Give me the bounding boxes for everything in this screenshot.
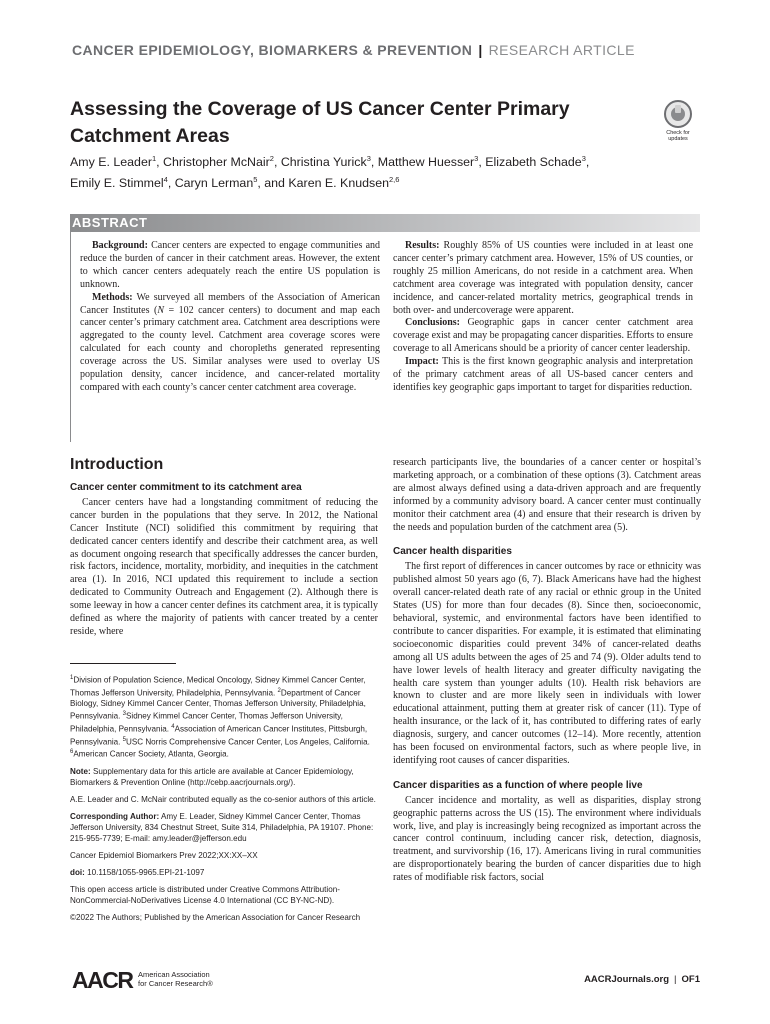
license-note: This open access article is distributed under Creative Commons Attribution-NonCommercial-NoDerivatives License 4.0 International (CC BY-NC-ND). bbox=[70, 885, 340, 906]
body-left-column bbox=[70, 456, 378, 639]
introduction-heading: Introduction bbox=[70, 456, 164, 473]
intro-paragraph-1-continued: research participants live, the boundaries of a cancer center or hospital’s marketing approach, or a combination of these options (3). Catchment areas are almost always defined using a data-driven approach and are frequently informed by a community advisory board. A cancer center must continually monitor their catchment area (4) and ensure that their research is driven by the needs and population burden of the catchment area (5). bbox=[393, 457, 701, 533]
check-for-updates-badge[interactable] bbox=[658, 100, 698, 144]
author[interactable]: Karen E. Knudsen$^{2,6}$ bbox=[288, 175, 400, 191]
aacr-logo bbox=[72, 968, 222, 992]
intro-paragraph-3: Cancer incidence and mortality, as well as disparities, display strong geographic patterns across the US (15). The environment where individuals work, live, and play is increasingly being recognized as important across the cancer control continuum, including cancer risk, detection, diagnosis, treatment, and survivorship (16, 17). Americans living in rural communities are disproportionately bearing the burden of cancer disparities due to high rates of modifiable risk factors, social bbox=[393, 794, 701, 884]
header-separator: | bbox=[478, 42, 483, 58]
abstract-left-column bbox=[80, 240, 380, 395]
supplementary-note: Note: Supplementary data for this article are available at Cancer Epidemiology, Biomarkers & Prevention Online (http://cebp.aacrjournals.org/). bbox=[70, 767, 354, 788]
co-senior-note: A.E. Leader and C. McNair contributed equally as the co-senior authors of this article. bbox=[70, 795, 376, 805]
subheading-disparities-location: Cancer disparities as a function of where people live bbox=[393, 779, 643, 791]
body-right-column bbox=[393, 457, 701, 885]
subheading-health-disparities: Cancer health disparities bbox=[393, 546, 512, 558]
page-number: OF1 bbox=[681, 974, 700, 985]
badge-line-1: Check for bbox=[666, 130, 690, 136]
author[interactable]: Christopher McNair$^2$ bbox=[163, 154, 274, 170]
subheading-catchment-commitment: Cancer center commitment to its catchment area bbox=[70, 482, 302, 493]
intro-paragraph-1: Cancer centers have had a longstanding commitment of reducing the cancer burden in the populations that they serve. In 2012, the National Cancer Institute (NCI) solidified this commitment by requiring that dedicated cancer centers identify and describe their catchment area, as well as document ongoing research that specifically addresses the cancer burden, risk factors, incidence, mortality, morbidity, and inequities in the catchment area (1). In 2016, NCI updated this requirement to include a section dedicated to Community Outreach and Engagement (2). Although there is some leeway in how a cancer center defines its catchment area, it is typically defined as where the majority of patients with cancer treated by a center reside, where bbox=[70, 496, 378, 637]
journal-header bbox=[72, 42, 712, 58]
abstract-background: Background: Cancer centers are expected to engage communities and reduce the burden of cancer in their catchment areas. However, the extent to which cancer centers adequately reach the entire US population is unknown. bbox=[80, 240, 381, 290]
title-line-1: Assessing the Coverage of US Cancer Center Primary bbox=[70, 98, 570, 120]
abstract-right-column bbox=[393, 240, 693, 395]
footnotes bbox=[70, 673, 378, 929]
aacr-logo-mark: AACR bbox=[72, 967, 133, 993]
journal-site-link[interactable]: AACRJournals.org bbox=[584, 974, 670, 985]
aacr-logo-text: American Association for Cancer Research® bbox=[138, 970, 213, 988]
abstract-heading: ABSTRACT bbox=[72, 215, 148, 230]
badge-line-2: updates bbox=[668, 136, 688, 142]
doi[interactable]: doi: 10.1158/1055-9965.EPI-21-1097 bbox=[70, 868, 205, 878]
journal-name: CANCER EPIDEMIOLOGY, BIOMARKERS & PREVENTION bbox=[72, 42, 473, 58]
author[interactable]: Matthew Huesser$^3$ bbox=[377, 154, 479, 170]
footer-separator: | bbox=[674, 974, 677, 985]
check-for-updates-icon bbox=[664, 100, 692, 128]
affiliations: $^1$Division of Population Science, Medical Oncology, Sidney Kimmel Cancer Center, Thomas Jefferson University, Philadelphia, Pennsylvania. $^2$Department of Cancer Biology, Sidney Kimmel Cancer Center, Thomas Jefferson University, Philadelphia, Pennsylvania. $^3$Sidney Kimmel Cancer Center, Thomas Jefferson University, Philadelphia, Pennsylvania. $^4$Association of American Cancer Institutes, Pittsburgh, Pennsylvania. $^5$USC Norris Comprehensive Cancer Center, Los Angeles, California. $^6$American Cancer Society, Atlanta, Georgia. bbox=[70, 675, 370, 760]
abstract-impact: Impact: This is the first known geographic analysis and interpretation of the primary catchment areas of all US-based cancer centers and identifies key geographic gaps important to target for disparities reduction. bbox=[393, 356, 693, 393]
copyright: ©2022 The Authors; Published by the American Association for Cancer Research bbox=[70, 913, 361, 923]
footnote-rule bbox=[70, 663, 176, 664]
title-line-2: Catchment Areas bbox=[70, 125, 230, 147]
author[interactable]: Amy E. Leader$^1$ bbox=[70, 154, 157, 170]
abstract-methods: Methods: We surveyed all members of the Association of American Cancer Institutes (N = 102 cancer centers) to document and map each cancer center’s primary catchment area. Catchment area descriptions were aggregated to the county level. Catchment area coverage scores were calculated for each county and choropleths generated representing coverage across the US. Similar analyses were used to overlay US population density, cancer incidence, and cancer-related mortality compared with each county’s cancer center catchment area coverage. bbox=[80, 291, 380, 393]
article-title bbox=[70, 96, 630, 150]
citation: Cancer Epidemiol Biomarkers Prev 2022;XX:XX–XX bbox=[70, 851, 258, 861]
abstract-results: Results: Roughly 85% of US counties were included in at least one cancer center’s primary catchment area. However, 15% of US counties, or roughly 25 million Americans, do not reside in a catchment area. When catchment area coverage was integrated with population density, cancer incidence, and cancer-related mortality metrics, geographical trends in both over- and undercoverage were apparent. bbox=[393, 240, 694, 316]
abstract-heading-bar bbox=[70, 214, 700, 232]
intro-paragraph-2: The first report of differences in cancer outcomes by race or ethnicity was published almost 50 years ago (6, 7). Black Americans have had the highest overall cancer-related death rate of any racial or ethnic group in the United States (US) for more than four decades (8). Since then, socioeconomic, behavioral, systemic, and environmental factors have been identified to contribute to cancer disparities. For example, it is estimated that eliminating socioeconomic disparities could prevent 34% of cancer-related deaths among all US adults between the ages of 25 and 74 (9). Older adults tend to have lower levels of health literacy and greater difficulty navigating the health care system than younger adults (10). Health risk behaviors are known to cluster and are more likely seen in individuals with lower educational attainment, putting them at greater risk of cancer (11). Type of health insurance, or the lack of it, has contributed to differing rates of early diagnosis, surgery, and cancer outcomes (12–14). More recently, attention has been focused on environmental factors, such as where people live, in identifying root causes of cancer disparities. bbox=[393, 561, 701, 766]
author[interactable]: Caryn Lerman$^5$ bbox=[174, 175, 258, 191]
corresponding-author: Corresponding Author: Amy E. Leader, Sidney Kimmel Cancer Center, Thomas Jefferson University, 834 Chestnut Street, Suite 314, Philadelphia, PA 19107. Phone: 215-955-7739; E-mail: amy.leader@jefferson.edu bbox=[70, 812, 374, 844]
check-for-updates-label bbox=[658, 130, 698, 142]
author-list: Amy E. Leader$^1$, Christopher McNair$^2$, Christina Yurick$^3$, Matthew Huesser$^3$, Elizabeth Schade$^3$, Emily E. Stimmel$^4$, Caryn Lerman$^5$, and Karen E. Knudsen$^{2,6}$ bbox=[70, 154, 590, 191]
abstract-rule bbox=[70, 232, 71, 442]
article-type: RESEARCH ARTICLE bbox=[488, 42, 635, 58]
author[interactable]: Emily E. Stimmel$^4$ bbox=[70, 175, 168, 191]
author[interactable]: Elizabeth Schade$^3$ bbox=[485, 154, 586, 170]
author[interactable]: Christina Yurick$^3$ bbox=[280, 154, 371, 170]
abstract-conclusions: Conclusions: Geographic gaps in cancer center catchment area coverage exist and may be propagating cancer disparities. Efforts to ensure coverage to all Americans should be a priority of cancer center leadership. bbox=[393, 317, 694, 355]
page-footer bbox=[540, 974, 700, 985]
